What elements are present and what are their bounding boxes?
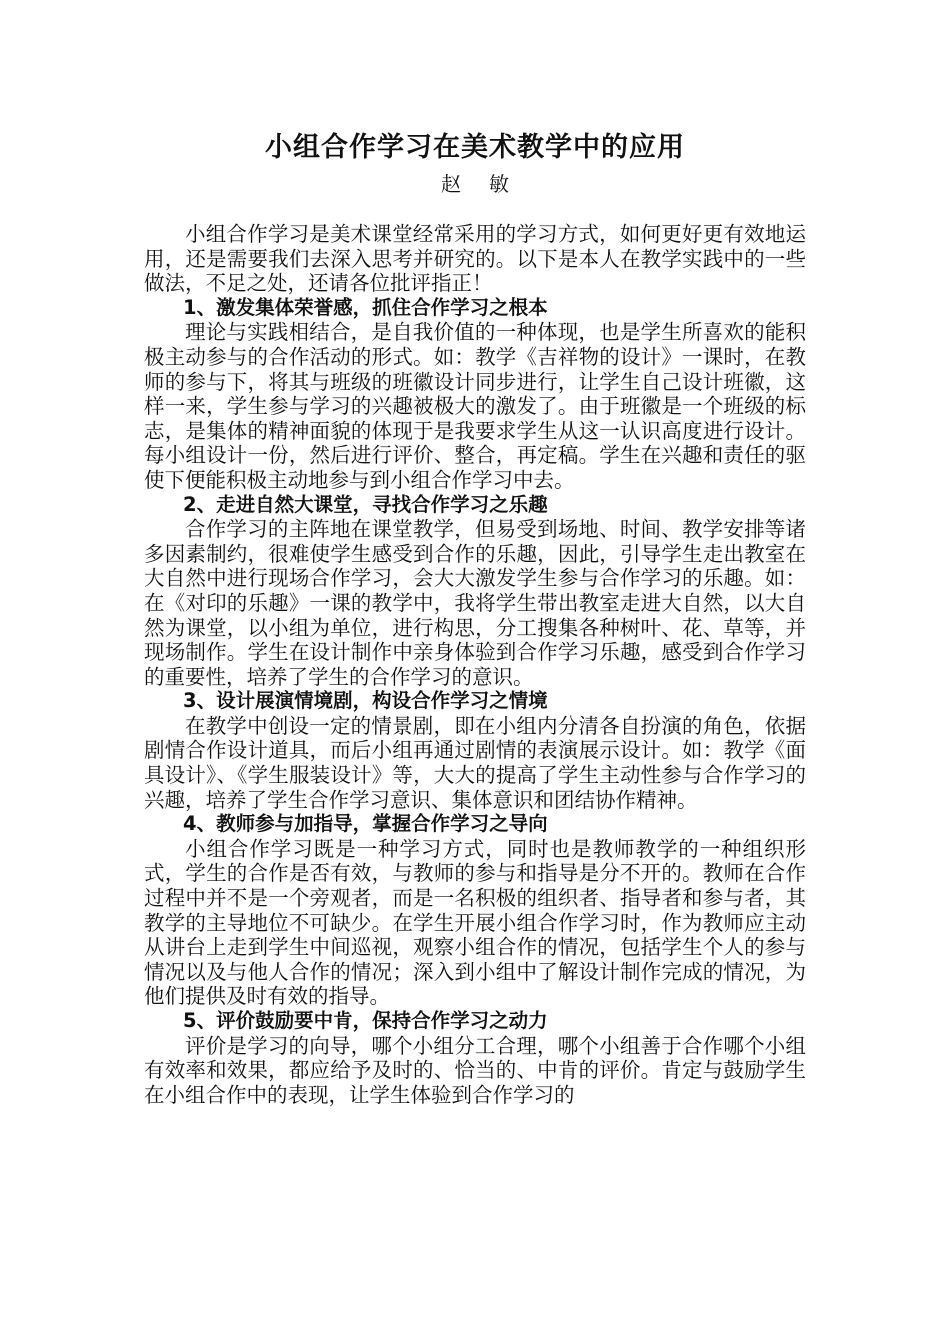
section-3-text: 在教学中创设一定的情景剧，即在小组内分清各自扮演的角色，依据剧情合作设计道具，而后小组再通过剧情的表演展示设计。如：教学《面具设计》、《学生服装设计》等，大大的提高了学生主动性参与合作学习的兴趣，培养了学生合作学习意识、集体意识和团结协作精神。 [144, 713, 806, 812]
section-4-heading: 4、教师参与加指导，掌握合作学习之导向 [183, 812, 548, 836]
section-2-heading: 2、走进自然大课堂，寻找合作学习之乐趣 [183, 492, 548, 516]
intro-paragraph: 小组合作学习是美术课堂经常采用的学习方式，如何更好更有效地运用，还是需要我们去深入思考并研究的。以下是本人在教学实践中的一些做法，不足之处，还请各位批评指正！ [144, 222, 806, 296]
document-body [144, 222, 806, 1107]
section-5-text: 评价是学习的向导，哪个小组分工合理，哪个小组善于合作哪个小组有效率和效果，都应给予及时的、恰当的、中肯的评价。肯定与鼓励学生在小组合作中的表现，让学生体验到合作学习的 [144, 1033, 806, 1107]
author-name: 赵敏 [441, 172, 537, 196]
section-3-heading: 3、设计展演情境剧，构设合作学习之情境 [183, 689, 548, 713]
section-5-heading: 5、评价鼓励要中肯，保持合作学习之动力 [183, 1009, 548, 1032]
document-title: 小组合作学习在美术教学中的应用 [265, 132, 685, 163]
section-1-heading: 1、激发集体荣誉感，抓住合作学习之根本 [183, 295, 548, 319]
section-4-text: 小组合作学习既是一种学习方式，同时也是教师教学的一种组织形式，学生的合作是否有效，与教师的参与和指导是分不开的。教师在合作过程中并不是一个旁观者，而是一名积极的组织者、指导者和参与者，其教学的主导地位不可缺少。在学生开展小组合作学习时，作为教师应主动从讲台上走到学生中间巡视，观察小组合作的情况，包括学生个人的参与情况以及与他人合作的情况；深入到小组中了解设计制作完成的情况，为他们提供及时有效的指导。 [144, 836, 806, 1009]
section-2-text: 合作学习的主阵地在课堂教学，但易受到场地、时间、教学安排等诸多因素制约，很难使学生感受到合作的乐趣，因此，引导学生走出教室在大自然中进行现场合作学习，会大大激发学生参与合作学习的乐趣。如：在《对印的乐趣》一课的教学中，我将学生带出教室走进大自然，以大自然为课堂，以小组为单位，进行构思，分工搜集各种树叶、花、草等，并现场制作。学生在设计制作中亲身体验到合作学习乐趣，感受到合作学习的重要性，培养了学生的合作学习的意识。 [144, 517, 806, 689]
section-1-text: 理论与实践相结合，是自我价值的一种体现，也是学生所喜欢的能积极主动参与的合作活动的形式。如：教学《吉祥物的设计》一课时，在教师的参与下，将其与班级的班徽设计同步进行，让学生自己设计班徽，这样一来，学生参与学习的兴趣被极大的激发了。由于班徽是一个班级的标志，是集体的精神面貌的体现于是我要求学生从这一认识高度进行设计。每小组设计一份，然后进行评价、整合，再定稿。学生在兴趣和责任的驱使下便能积极主动地参与到小组合作学习中去。 [144, 320, 806, 492]
